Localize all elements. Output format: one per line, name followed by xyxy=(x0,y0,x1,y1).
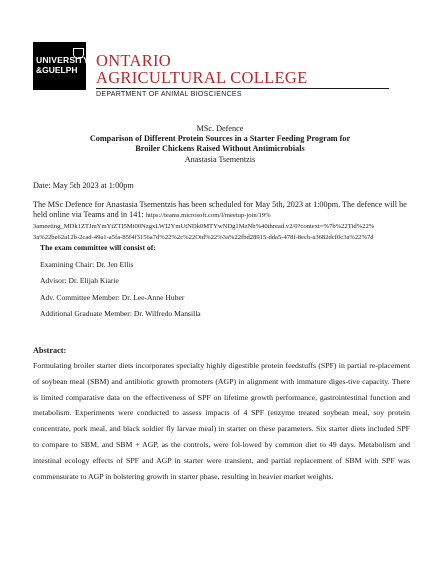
thesis-title-line-2: Broiler Chickens Raised Without Antimicrobials xyxy=(135,144,305,154)
committee-heading: The exam committee will consist of: xyxy=(40,243,156,252)
college-line-1: ONTARIO xyxy=(96,51,172,70)
college-name xyxy=(96,52,307,86)
logo-line-1: UNIVERSITY xyxy=(36,55,90,65)
committee-member: Advisor: Dr. Elijah Kiarie xyxy=(40,276,119,286)
teams-link-part-1: https://teams.microsoft.com/l/meetup-join/19% xyxy=(145,212,271,220)
announcement-text: The MSc Defence for Anastasia Tsementzis has been scheduled for May 5th, 2023 at 1:00pm. The defence will be held online via Teams and in 141: xyxy=(33,200,407,220)
teams-link-part-2: 3ameeting_MDk1ZTJmYmYtZTI5Mi00NzgxLWI2YmUtNDk0MTYwNDg1MzNh%40thread.v2/0?context=%7b%22Tid%22% xyxy=(33,223,375,231)
letterhead xyxy=(33,42,403,102)
department-name: DEPARTMENT OF ANIMAL BIOSCIENCES xyxy=(96,91,242,98)
announcement-paragraph xyxy=(33,200,413,243)
committee-member: Adv. Committee Member: Dr. Lee-Anne Huber xyxy=(40,292,185,302)
thesis-title-line-1: Comparison of Different Protein Sources in a Starter Feeding Program for xyxy=(89,134,351,144)
teams-link-part-3: 3a%22be62a12b-2cad-49a1-a5fa-85f4f3156a7d%22%2c%22Oid%22%3a%22fbd28915-dda5-478f-8ecb-a3682dcf0c3a%22%7d xyxy=(33,234,374,242)
committee-section xyxy=(40,243,400,326)
degree-label: MSc. Defence xyxy=(196,124,244,133)
committee-member: Examining Chair: Dr. Jen Ellis xyxy=(40,260,134,269)
committee-member: Additional Graduate Member: Dr. Wilfredo Mansilla xyxy=(40,309,201,319)
abstract-text: Formulating broiler starter diets incorporates specialty highly digestible protein feedstuffs (SPF) in partial re-placement of soybean meal (SBM) and antibiotic growth promoters (AGP) in alignment with immature diges-tive capacity. There is limited comparative data on the effectiveness of SPF on lifetime growth performance, gastrointestinal function and metabolism. Experiments were conducted to assess impacts of 4 SPF (enzyme treated soybean meal, soy protein concentrate, pork meal, and black soldier fly larvae meal) in starter on these parameters. Six starter diets included SPF to compare to SBM, and SBM + AGP, as the controls, were fol-lowed by common diet to 49 days. Metabolism and intestinal ecology effects of SPF and AGP in starter were transient, and partial replacement of SBM with SPF was commensurate to AGP in bolstering growth in starter phase, resulting in heavier market weights. xyxy=(33,361,410,481)
logo-line-2: &GUELPH xyxy=(36,65,78,75)
college-line-2: AGRICULTURAL COLLEGE xyxy=(96,68,308,87)
header-divider xyxy=(96,88,389,89)
title-block xyxy=(0,124,440,165)
university-logo xyxy=(33,42,90,90)
abstract-heading: Abstract: xyxy=(33,346,67,355)
defence-date: Date: May 5th 2023 at 1:00pm xyxy=(33,181,134,190)
author-name: Anastasia Tsementzis xyxy=(184,154,256,164)
